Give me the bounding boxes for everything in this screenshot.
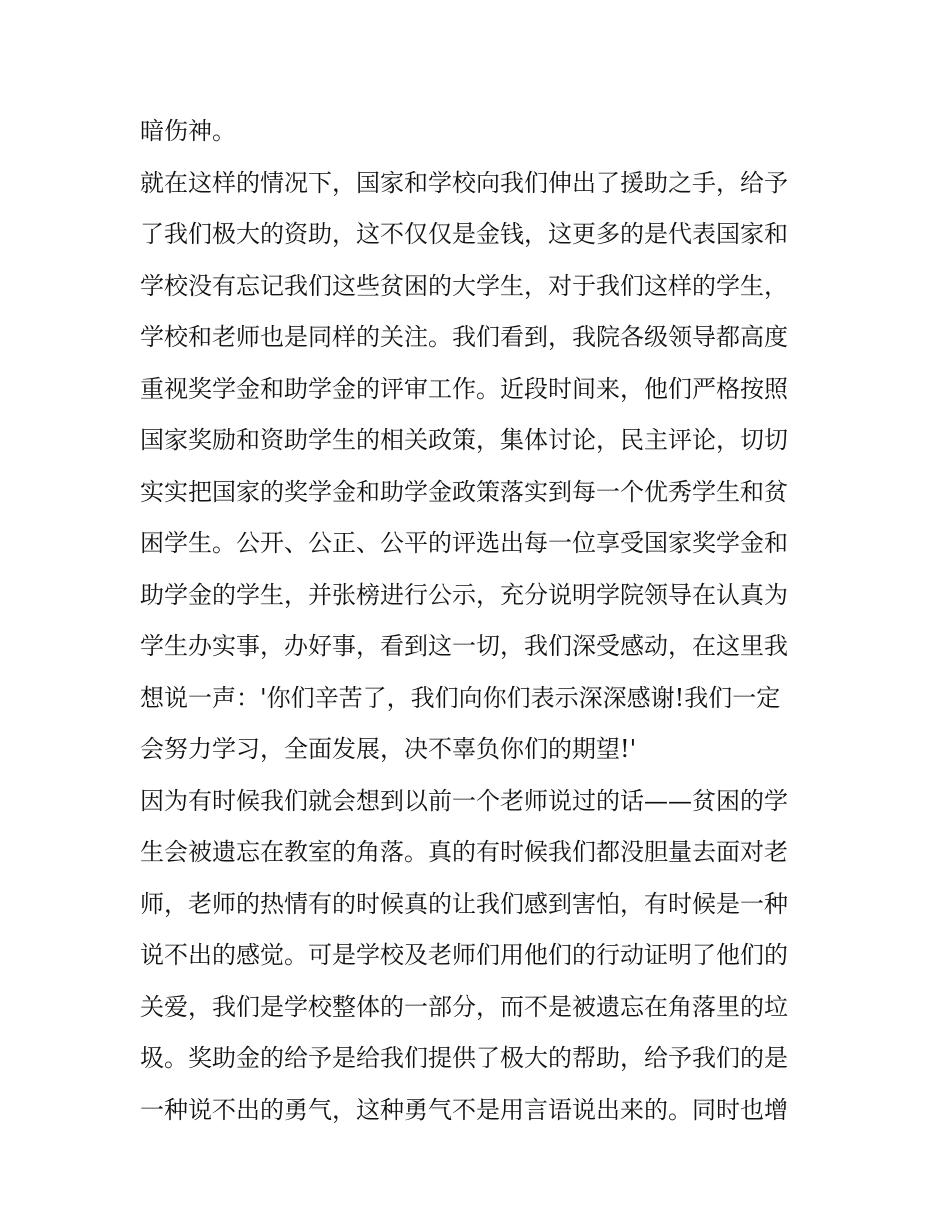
body-text bbox=[140, 106, 820, 1136]
text-line: 国家奖励和资助学生的相关政策，集体讨论，民主评论，切切 bbox=[140, 426, 788, 454]
text-line: 了我们极大的资助，这不仅仅是金钱，这更多的是代表国家和 bbox=[140, 220, 788, 248]
text-line: 助学金的学生，并张榜进行公示，充分说明学院领导在认真为 bbox=[140, 580, 788, 609]
text-line: 关爱，我们是学校整体的一部分，而不是被遗忘在角落里的垃 bbox=[140, 992, 788, 1021]
text-line: 生会被遗忘在教室的角落。真的有时候我们都没胆量去面对老 bbox=[140, 838, 788, 866]
text-line: 说不出的感觉。可是学校及老师们用他们的行动证明了他们的 bbox=[140, 941, 788, 969]
text-line: 就在这样的情况下，国家和学校向我们伸出了援助之手，给予 bbox=[140, 168, 788, 197]
text-line: 一种说不出的勇气，这种勇气不是用言语说出来的。同时也增 bbox=[140, 1095, 788, 1124]
text-line: 实实把国家的奖学金和助学金政策落实到每一个优秀学生和贫 bbox=[140, 477, 788, 506]
text-line: 学校没有忘记我们这些贫困的大学生，对于我们这样的学生， bbox=[140, 271, 788, 300]
text-line: 重视奖学金和助学金的评审工作。近段时间来，他们严格按照 bbox=[140, 374, 788, 403]
text-line: 师，老师的热情有的时候真的让我们感到害怕，有时候是一种 bbox=[140, 889, 788, 918]
text-line: 困学生。公开、公正、公平的评选出每一位享受国家奖学金和 bbox=[140, 529, 788, 557]
text-line: 想说一声：'你们辛苦了，我们向你们表示深深感谢!我们一定 bbox=[140, 683, 781, 712]
text-line: 因为有时候我们就会想到以前一个老师说过的话——贫困的学 bbox=[140, 786, 788, 815]
text-line: 暗伤神。 bbox=[140, 117, 236, 145]
text-line: 学校和老师也是同样的关注。我们看到，我院各级领导都高度 bbox=[140, 323, 788, 351]
text-line: 会努力学习，全面发展，决不辜负你们的期望!' bbox=[140, 735, 637, 763]
text-line: 学生办实事，办好事，看到这一切，我们深受感动，在这里我 bbox=[140, 632, 788, 660]
text-line: 圾。奖助金的给予是给我们提供了极大的帮助，给予我们的是 bbox=[140, 1044, 788, 1072]
